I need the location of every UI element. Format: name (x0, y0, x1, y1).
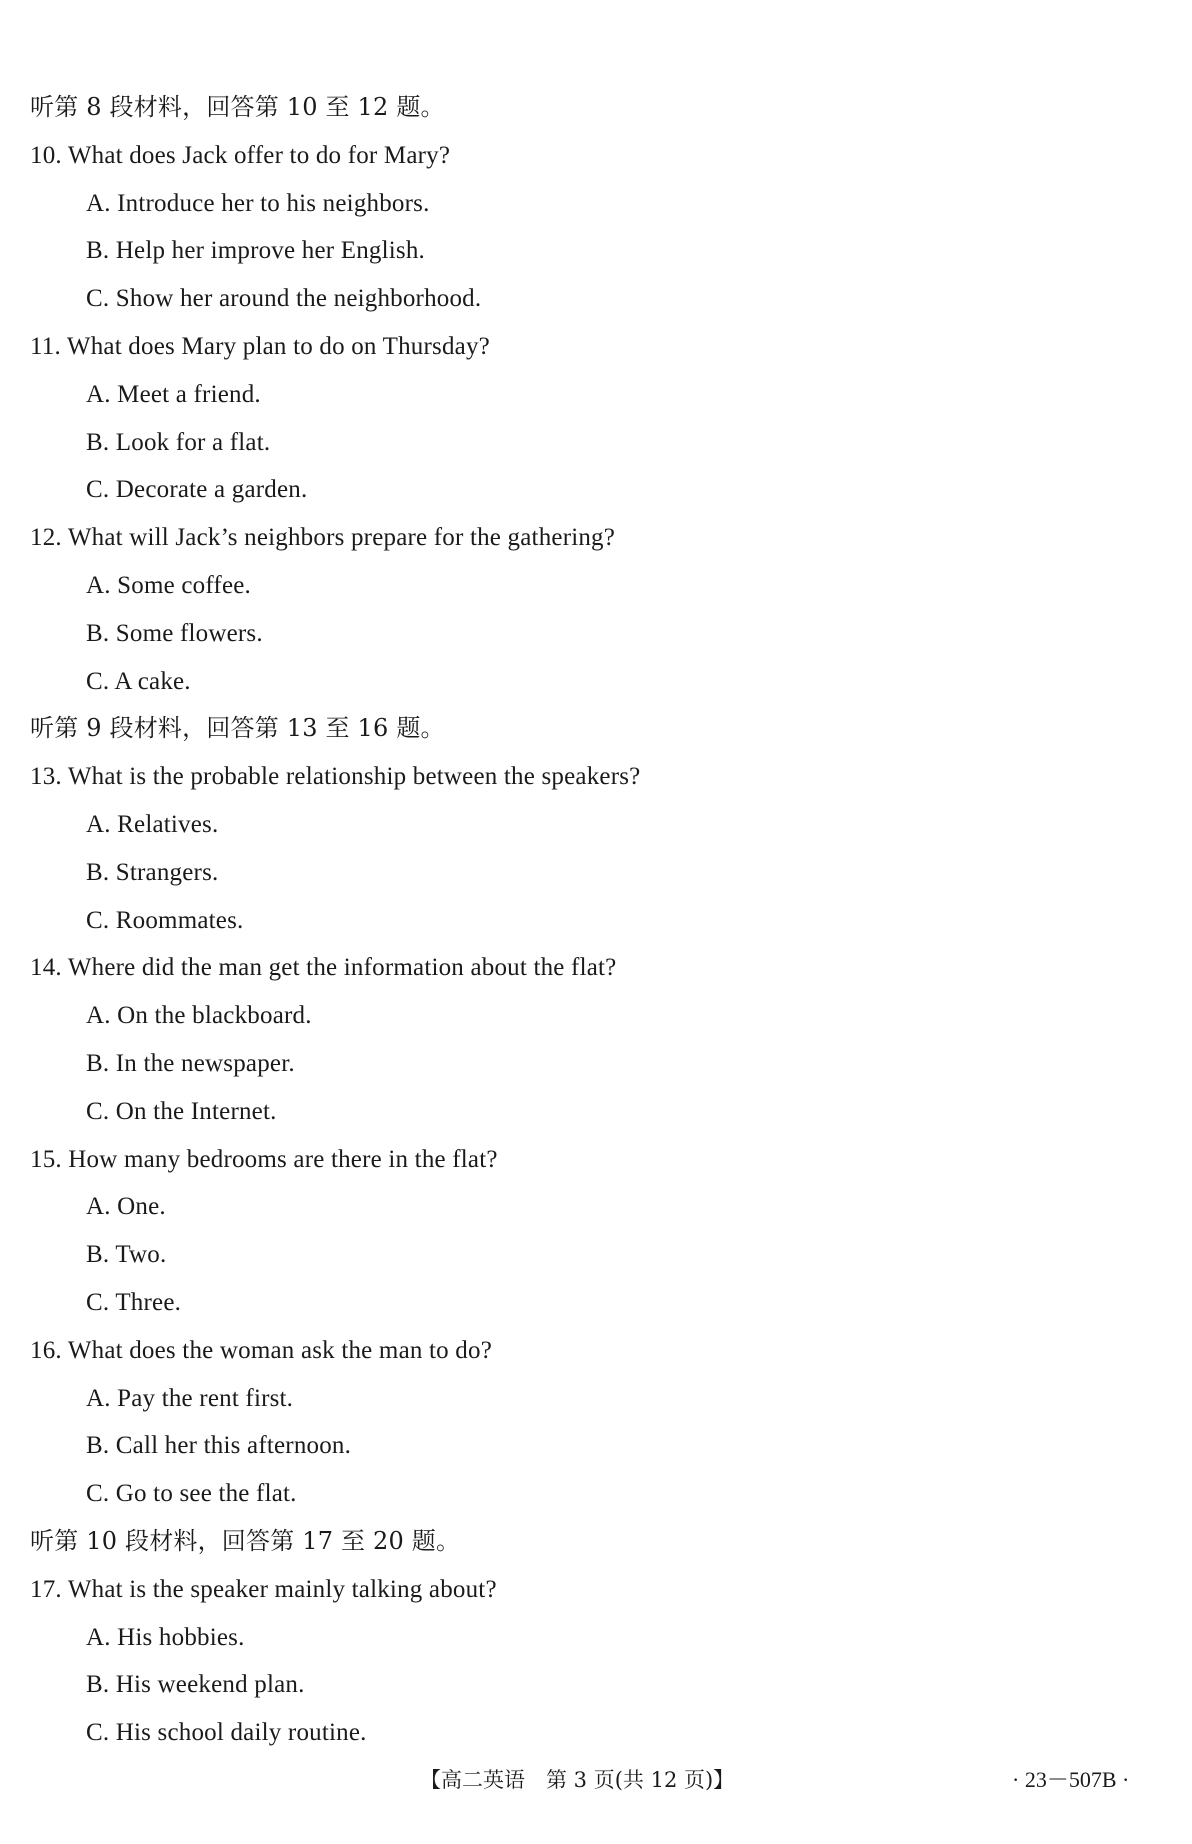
question-text: 15. How many bedrooms are there in the flat? (30, 1145, 498, 1173)
answer-option: C. His school daily routine. (86, 1719, 367, 1747)
question-text: 17. What is the speaker mainly talking about? (30, 1575, 497, 1603)
question-text: 13. What is the probable relationship between the speakers? (30, 763, 641, 791)
answer-option: A. One. (86, 1193, 166, 1221)
page-footer (0, 1762, 1192, 1798)
question-text: 14. Where did the man get the information about the flat? (30, 954, 617, 982)
answer-option: A. Meet a friend. (86, 380, 261, 408)
question-text: 16. What does the woman ask the man to do? (30, 1336, 493, 1364)
answer-option: B. Look for a flat. (86, 428, 271, 456)
answer-option: A. Pay the rent first. (86, 1384, 294, 1412)
answer-option: C. Three. (86, 1288, 182, 1316)
answer-option: C. Show her around the neighborhood. (86, 285, 482, 313)
answer-option: A. On the blackboard. (86, 1002, 312, 1030)
exam-content (30, 84, 1130, 1757)
answer-option: C. Decorate a garden. (86, 476, 308, 504)
section-heading: 听第 9 段材料，回答第 13 至 16 题。 (30, 714, 445, 743)
answer-option: B. Help her improve her English. (86, 237, 425, 265)
section-heading: 听第 10 段材料，回答第 17 至 20 题。 (30, 1526, 461, 1555)
answer-option: A. Introduce her to his neighbors. (86, 189, 430, 217)
answer-option: C. Roommates. (86, 906, 244, 934)
section-heading: 听第 8 段材料，回答第 10 至 12 题。 (30, 93, 445, 121)
answer-option: B. Some flowers. (86, 619, 263, 647)
answer-option: C. A cake. (86, 667, 191, 695)
answer-option: A. Some coffee. (86, 571, 251, 599)
answer-option: B. Two. (86, 1241, 167, 1269)
page-info: 【高二英语 第 3 页(共 12 页)】 (420, 1768, 735, 1792)
answer-option: B. Strangers. (86, 858, 219, 886)
answer-option: A. Relatives. (86, 810, 219, 838)
question-text: 11. What does Mary plan to do on Thursday? (30, 332, 490, 360)
answer-option: A. His hobbies. (86, 1623, 245, 1651)
question-text: 12. What will Jack’s neighbors prepare for the gathering? (30, 524, 616, 552)
answer-option: B. His weekend plan. (86, 1671, 305, 1699)
answer-option: C. Go to see the flat. (86, 1480, 297, 1508)
question-text: 10. What does Jack offer to do for Mary? (30, 141, 451, 169)
exam-code: · 23－507B · (1012, 1767, 1130, 1792)
answer-option: B. Call her this afternoon. (86, 1432, 352, 1460)
answer-option: C. On the Internet. (86, 1097, 277, 1125)
answer-option: B. In the newspaper. (86, 1049, 295, 1077)
